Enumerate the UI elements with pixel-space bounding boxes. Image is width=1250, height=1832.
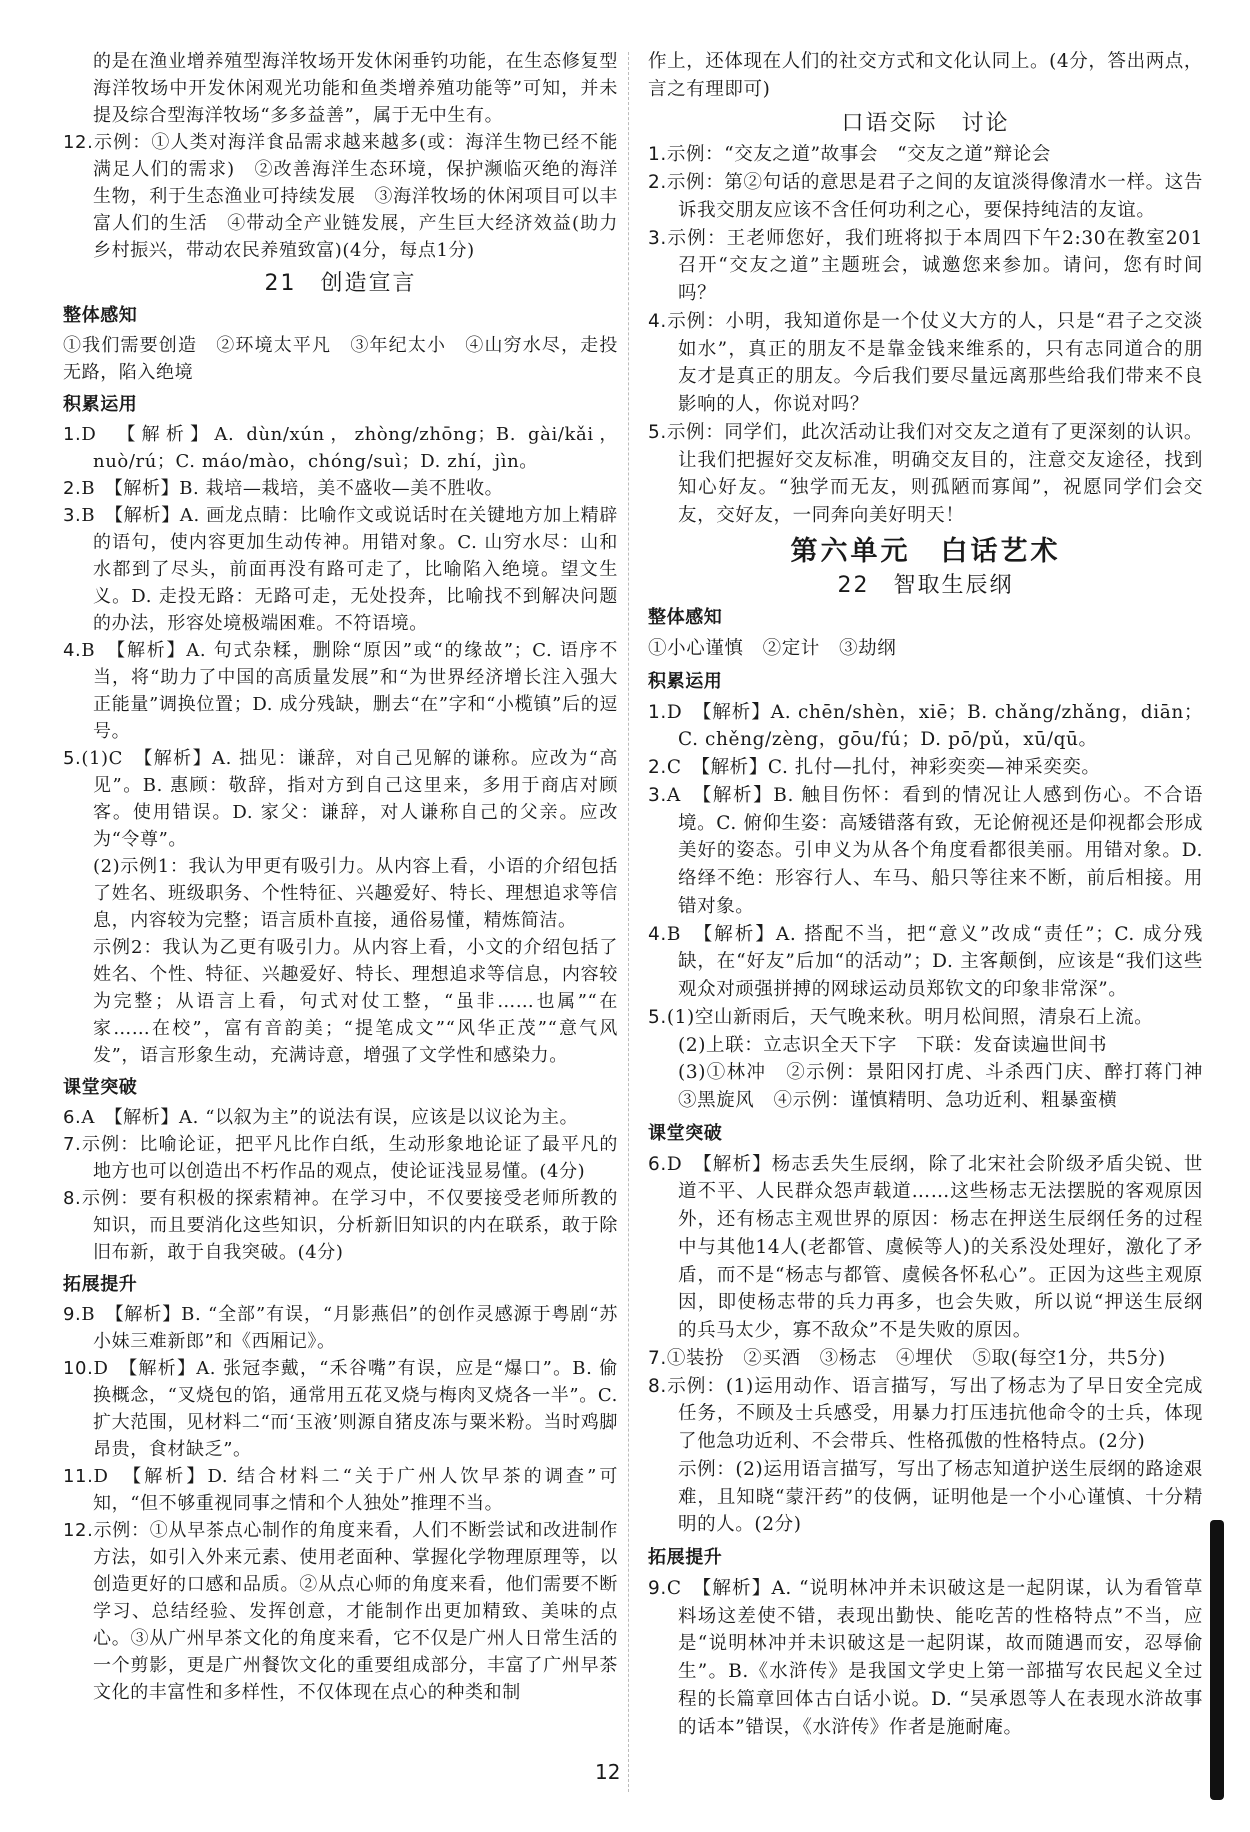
answer-item <box>648 1373 1203 1456</box>
answer-text: ①我们需要创造 ②环境太平凡 ③年纪太小 ④山穷水尽，走投无路，陷入绝境 <box>63 335 618 383</box>
item-number: 5. <box>648 421 667 443</box>
item-number: 10. <box>63 1358 94 1379</box>
item-number: 9. <box>648 1577 667 1599</box>
item-number: 11. <box>63 1466 94 1487</box>
answer-item <box>648 699 1203 755</box>
answer-item <box>648 419 1203 530</box>
item-text: B 【解析】B. 栽培—栽培，美不盛收—美不胜收。 <box>81 478 504 499</box>
item-text: 示例：①人类对海洋食品需求越来越多(或：海洋生物已经不能满足人们的需求) ②改善海洋生态环境，保护濒临灭绝的海洋生物，利于生态渔业可持续发展 ③海洋牧场的休闲项目可以丰富人们的生活 ④带动全产业链发展，产生巨大经济效益(助力乡村振兴，带动农民养殖致富)(4分，每点1分) <box>93 132 618 261</box>
item-text: ①装扮 ②买酒 ③杨志 ④埋伏 ⑤取(每空1分，共5分) <box>666 1347 1166 1369</box>
item-text: B 【解析】A. 句式杂糅，删除“原因”或“的缘故”；C. 语序不当，将“助力了中国的高质量发展”和“为世界经济增长注入强大正能量”调换位置；D. 成分残缺，删去“在”字和“小榄镇”后的逗号。 <box>81 640 618 742</box>
item-number: 1. <box>648 144 667 166</box>
left-column <box>63 48 618 1706</box>
item-number: 6. <box>648 1153 667 1175</box>
answer-item <box>648 1345 1203 1373</box>
answer-item <box>648 141 1203 169</box>
item-number: 8. <box>63 1188 82 1209</box>
item-number: 3. <box>648 227 667 249</box>
answer-item <box>63 421 618 475</box>
item-number: 5. <box>648 1006 667 1028</box>
item-text: 示例：①从早茶点心制作的角度来看，人们不断尝试和改进制作方法，如引入外来元素、使用老面种、掌握化学物理原理等，以创造更好的口感和品质。②从点心师的角度来看，他们需要不断学习、总结经验、发挥创意，才能制作出更加精致、美味的点心。③从广州早茶文化的角度来看，它不仅是广州人日常生活的一个剪影，更是广州餐饮文化的重要组成部分，丰富了广州早茶文化的丰富性和多样性，不仅体现在点心的种类和制 <box>93 1520 618 1703</box>
item-number: 5. <box>63 748 82 769</box>
section-heading: 课堂突破 <box>648 1122 723 1144</box>
lesson-title: 口语交际 讨论 <box>841 110 1010 136</box>
section-heading: 积累运用 <box>63 394 138 415</box>
answer-continuation: 的是在渔业增养殖型海洋牧场开发休闲垂钓功能，在生态修复型海洋牧场中开发休闲观光功能和鱼类增养殖功能等”可知，并未提及综合型海洋牧场“多多益善”，属于无中生有。 <box>93 51 618 126</box>
answer-text: ①小心谨慎 ②定计 ③劫纲 <box>648 638 897 659</box>
answer-item <box>63 1301 618 1355</box>
item-text: B 【解析】A. 画龙点睛：比喻作文或说话时在关键地方加上精辟的语句，使内容更加生动传神。用错对象。C. 山穷水尽：山和水都到了尽头，前面再没有路可走了，比喻陷入绝境。望文生义。D. 走投无路：无路可走，无处投奔，比喻找不到解决问题的办法，形容处境极端困难。不符语境。 <box>81 505 618 634</box>
item-text: C 【解析】A. “说明林冲并未识破这是一起阴谋，认为看管草料场这差使不错，表现出勤快、能吃苦的性格特点”不当，应是“说明林冲并未识破这是一起阴谋，故而随遇而安，忍辱偷生”。B.《水浒传》是我国文学史上第一部描写农民起义全过程的长篇章回体古白话小说。D. “吴承恩等人在表现水浒故事的话本”错误，《水浒传》作者是施耐庵。 <box>666 1577 1203 1738</box>
item-text: C 【解析】C. 扎付—扎付，神彩奕奕—神采奕奕。 <box>666 757 1101 778</box>
answer-continuation: (2)上联：立志识全天下字 下联：发奋读遍世间书 <box>678 1034 1108 1056</box>
answer-item <box>648 921 1203 1004</box>
item-text: 示例：小明，我知道你是一个仗义大方的人，只是“君子之交淡如水”，真正的朋友不是靠金钱来维系的，只有志同道合的朋友才是真正的朋友。今后我们要尽量远离那些给我们带来不良影响的人，你说对吗？ <box>666 310 1203 415</box>
item-text: 示例：王老师您好，我们班将拟于本周四下午2:30在教室201召开“交友之道”主题班会，诚邀您来参加。请问，您有时间吗？ <box>666 227 1203 304</box>
item-text: (1)空山新雨后，天气晚来秋。明月松间照，清泉石上流。 <box>666 1006 1154 1028</box>
item-text: 示例：“交友之道”故事会 “交友之道”辩论会 <box>666 144 1051 166</box>
section-heading: 拓展提升 <box>648 1547 723 1568</box>
item-text: A 【解析】B. 触目伤怀：看到的情况让人感到伤心。不合语境。C. 俯仰生姿：高矮错落有致，无论俯视还是仰视都会形成美好的姿态。引申义为从各个角度看都很美丽。用错对象。D. 络绎不绝：形容行人、车马、船只等往来不断，前后相接。用错对象。 <box>666 784 1203 917</box>
item-text: A 【解析】A. “以叙为主”的说法有误，应该是以议论为主。 <box>81 1107 579 1128</box>
answer-item <box>648 1151 1203 1345</box>
item-text: D 【解析】杨志丢失生辰纲，除了北宋社会阶级矛盾尖锐、世道不平、人民群众怨声载道……这些杨志无法摆脱的客观原因外，还有杨志主观世界的原因：杨志在押送生辰纲任务的过程中与其他14人(老都管、虞候等人)的关系没处理好，激化了矛盾，而不是“杨志与都管、虞候各怀私心”。正因为这些主观原因，即使杨志带的兵力再多，也会失败，所以说“押送生辰纲的兵马太少，寡不敌众”不是失败的原因。 <box>666 1153 1203 1341</box>
item-number: 4. <box>648 310 667 332</box>
right-column <box>648 48 1223 1741</box>
answer-item <box>63 637 618 745</box>
answer-text: 作上，还体现在人们的社交方式和文化认同上。(4分，答出两点，言之有理即可) <box>648 51 1203 100</box>
item-text: D 【解析】D. 结合材料二“关于广州人饮早茶的调查”可知，“但不够重视同事之情和个人独处”推理不当。 <box>93 1466 618 1514</box>
item-number: 12. <box>63 132 94 153</box>
answer-continuation: (2)示例1：我认为甲更有吸引力。从内容上看，小语的介绍包括了姓名、班级职务、个性特征、兴趣爱好、特长、理想追求等信息，内容较为完整；语言质朴直接，通俗易懂，精炼简洁。 <box>93 856 618 931</box>
answer-continuation: 示例2：我认为乙更有吸引力。从内容上看，小文的介绍包括了姓名、个性、特征、兴趣爱好、特长、理想追求等信息，内容较为完整；从语言上看，句式对仗工整，“虽非……也属”“在家……在校”，富有音韵美；“提笔成文”“风华正茂”“意气风发”，语言形象生动，充满诗意，增强了文学性和感染力。 <box>93 937 618 1066</box>
unit-title: 第六单元 白话艺术 <box>790 535 1061 567</box>
item-number: 2. <box>648 757 667 778</box>
item-number: 12. <box>63 1520 94 1541</box>
answer-item <box>648 225 1203 308</box>
item-number: 4. <box>63 640 82 661</box>
item-number: 1. <box>63 424 82 445</box>
item-text: 示例：要有积极的探索精神。在学习中，不仅要接受老师所教的知识，而且要消化这些知识，分析新旧知识的内在联系，敢于除旧布新，敢于自我突破。(4分) <box>81 1188 618 1263</box>
answer-item <box>63 1104 618 1131</box>
answer-item <box>648 1575 1203 1742</box>
item-number: 4. <box>648 923 667 945</box>
section-heading: 积累运用 <box>648 670 723 692</box>
item-text: (1)C 【解析】A. 拙见：谦辞，对自己见解的谦称。应改为“高见”。B. 惠顾：敬辞，指对方到自己这里来，多用于商店对顾客。使用错误。D. 家父：谦辞，对人谦称自己的父亲。应改为“令尊”。 <box>81 748 618 850</box>
item-number: 2. <box>648 172 667 193</box>
column-divider <box>628 52 629 1792</box>
section-heading: 拓展提升 <box>63 1274 138 1295</box>
item-number: 9. <box>63 1304 82 1325</box>
item-text: D 【解析】A. 张冠李戴，“禾谷嘴”有误，应是“爆口”。B. 偷换概念，“叉烧包的馅，通常用五花叉烧与梅肉叉烧各一半”。C. 扩大范围，见材料二“而‘玉液’则源自猪皮冻与粟米粉。当时鸡脚昂贵，食材缺乏”。 <box>93 1358 618 1460</box>
item-number: 7. <box>63 1134 82 1155</box>
item-number: 8. <box>648 1375 667 1397</box>
item-text: B 【解析】B. “全部”有误，“月影燕侣”的创作灵感源于粤剧“苏小妹三难新郎”和《西厢记》。 <box>81 1304 618 1352</box>
answer-item <box>648 308 1203 419</box>
item-text: 示例：第②句话的意思是君子之间的友谊淡得像清水一样。这告诉我交朋友应该不含任何功利之心，要保持纯洁的友谊。 <box>666 172 1203 221</box>
answer-item <box>648 1004 1203 1032</box>
lesson-title: 21 创造宣言 <box>264 271 417 296</box>
answer-item <box>63 1185 618 1266</box>
answer-item <box>63 1463 618 1517</box>
answer-item <box>648 754 1203 782</box>
answer-item <box>63 1355 618 1463</box>
item-text: 示例：同学们，此次活动让我们对交友之道有了更深刻的认识。让我们把握好交友标准，明确交友目的，注意交友途径，找到知心好友。“独学而无友，则孤陋而寡闻”，祝愿同学们会交友，交好友，一同奔向美好明天！ <box>666 421 1203 526</box>
item-number: 2. <box>63 478 82 499</box>
section-heading: 课堂突破 <box>63 1077 138 1098</box>
answer-item <box>63 1131 618 1185</box>
section-heading: 整体感知 <box>648 607 723 629</box>
answer-item <box>63 1517 618 1706</box>
item-number: 6. <box>63 1107 82 1128</box>
item-text: 示例：(1)运用动作、语言描写，写出了杨志为了早日安全完成任务，不顾及士兵感受，用暴力打压违抗他命令的士兵，体现了他急功近利、不会带兵、性格孤傲的性格特点。(2分) <box>666 1375 1203 1452</box>
answer-item <box>63 475 618 502</box>
answer-continuation: 示例：(2)运用语言描写，写出了杨志知道护送生辰纲的路途艰难，且知晓“蒙汗药”的伎俩，证明他是一个小心谨慎、十分精明的人。(2分) <box>678 1458 1203 1536</box>
item-text: D 【解析】A. dùn/xún，zhòng/zhōng；B. gài/kǎi，nuò/rú；C. máo/mào，chóng/suì；D. zhí，jìn。 <box>81 424 618 472</box>
answer-item <box>648 169 1203 225</box>
section-heading: 整体感知 <box>63 305 138 326</box>
answer-item <box>648 782 1203 921</box>
page-number: 12 <box>595 1760 621 1784</box>
answer-item <box>63 745 618 853</box>
answer-item <box>63 129 618 264</box>
item-text: D 【解析】A. chēn/shèn，xiē；B. chǎng/zhǎng，diān；C. chěng/zèng，gōu/fú；D. pō/pǔ，xū/qū。 <box>666 701 1203 751</box>
answer-continuation: (3)①林冲 ②示例：景阳冈打虎、斗杀西门庆、醉打蒋门神 ③黑旋风 ④示例：谨慎精明、急功近利、粗暴蛮横 <box>678 1062 1223 1111</box>
item-number: 1. <box>648 701 667 723</box>
item-number: 3. <box>63 505 82 526</box>
lesson-title: 22 智取生辰纲 <box>837 572 1014 598</box>
item-text: 示例：比喻论证，把平凡比作白纸，生动形象地论证了最平凡的地方也可以创造出不朽作品的观点，使论证浅显易懂。(4分) <box>81 1134 618 1182</box>
item-number: 3. <box>648 784 667 806</box>
item-number: 7. <box>648 1347 667 1369</box>
item-text: B 【解析】A. 搭配不当，把“意义”改成“责任”；C. 成分残缺，在“好友”后加“的活动”；D. 主客颠倒，应该是“我们这些观众对顽强拼搏的网球运动员郑钦文的印象非常深”。 <box>666 923 1203 1000</box>
scan-edge-shadow <box>1210 1520 1224 1800</box>
answer-item <box>63 502 618 637</box>
